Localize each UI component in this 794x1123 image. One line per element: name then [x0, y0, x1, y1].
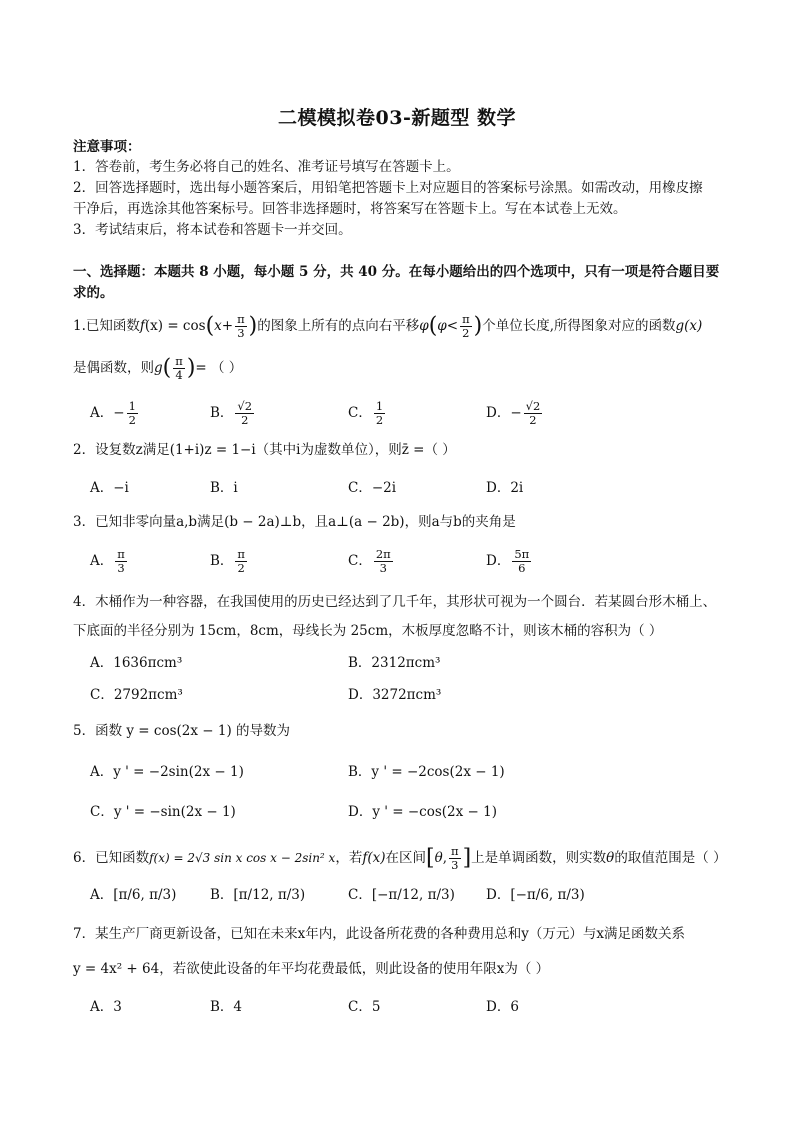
question-3: 3．已知非零向量a,b满足(b − 2a)⊥b，且a⊥(a − 2b)，则a与b的夹角是 [73, 514, 516, 530]
q5-option-b[interactable]: B．y ' = −2cos(2x − 1) [348, 764, 505, 780]
q4-option-d[interactable]: D．3272πcm³ [348, 687, 442, 703]
q7-option-d[interactable]: D．6 [486, 999, 519, 1015]
q4-option-b[interactable]: B．2312πcm³ [348, 655, 441, 671]
q6-option-a[interactable]: A．[π/6, π/3) [90, 887, 177, 903]
q4-option-a[interactable]: A．1636πcm³ [90, 655, 183, 671]
q7-option-a[interactable]: A．3 [90, 999, 122, 1015]
q2-option-d[interactable]: D．2i [486, 480, 524, 496]
q6-option-c[interactable]: C．[−π/12, π/3) [348, 887, 455, 903]
question-4-line2: 下底面的半径分别为 15cm，8cm，母线长为 25cm，木板厚度忽略不计，则该木桶的容积为（ ） [73, 623, 663, 639]
section-heading: 一、选择题：本题共 8 小题，每小题 5 分，共 40 分。在每小题给出的四个选项中，只有一项是符合题目要 [73, 264, 720, 280]
q5-option-a[interactable]: A．y ' = −2sin(2x − 1) [90, 764, 244, 780]
page-title: 二模模拟卷03-新题型 数学 [278, 107, 516, 129]
q1-option-c[interactable]: C． $\frac{1}{2}$ [348, 399, 384, 427]
q5-option-c[interactable]: C．y ' = −sin(2x − 1) [90, 804, 236, 820]
notice-item: 1．答卷前，考生务必将自己的姓名、准考证号填写在答题卡上。 [73, 159, 460, 175]
q4-option-c[interactable]: C．2792πcm³ [90, 687, 183, 703]
notice-item: 2．回答选择题时，选出每小题答案后，用铅笔把答题卡上对应题目的答案标号涂黑。如需改动，用橡皮擦 [73, 180, 703, 196]
notice-item: 干净后，再选涂其他答案标号。回答非选择题时，将答案写在答题卡上。写在本试卷上无效。 [73, 201, 627, 217]
q1-option-d[interactable]: D．− $\frac{√2}{2}$ [486, 399, 541, 427]
q3-option-a[interactable]: A． $\frac{\pi}{3}$ [90, 547, 125, 575]
notice-heading: 注意事项： [73, 139, 141, 155]
q6-option-b[interactable]: B．[π/12, π/3) [210, 887, 306, 903]
notice-item: 3．考试结束后，将本试卷和答题卡一并交回。 [73, 222, 352, 238]
q2-option-a[interactable]: A．−i [90, 480, 129, 496]
q2-option-c[interactable]: C．−2i [348, 480, 397, 496]
q6-option-d[interactable]: D．[−π/6, π/3) [486, 887, 585, 903]
question-2: 2．设复数z满足(1+i)z = 1−i（其中i为虚数单位），则z̄ =（ ） [73, 442, 456, 458]
q5-option-d[interactable]: D．y ' = −cos(2x − 1) [348, 804, 497, 820]
question-7-line2: y = 4x² + 64，若欲使此设备的年平均花费最低，则此设备的使用年限x为（ ） [73, 961, 550, 977]
question-6: 6．已知函数f(x) = 2√3 sin x cos x − 2sin² x，若f(x)在区间[θ, $\frac{\pi}{3}$ ]上是单调函数，则实数θ的取值范围是（ ） [73, 844, 727, 872]
question-7-line1: 7．某生产厂商更新设备，已知在未来x年内，此设备所花费的各种费用总和y（万元）与x满足函数关系 [73, 926, 685, 942]
q1-option-a[interactable]: A．− $\frac{1}{2}$ [90, 399, 136, 427]
question-1-line1: 1.已知函数f(x) = cos(x+ $\frac{\pi}{3}$ )的图象上所有的点向右平移φ(φ< $\frac{\pi}{2}$ )个单位长度,所得图象对应的函数g(x) [73, 312, 703, 340]
section-heading-cont: 求的。 [73, 285, 114, 301]
q7-option-b[interactable]: B．4 [210, 999, 243, 1015]
q7-option-c[interactable]: C．5 [348, 999, 381, 1015]
q1-option-b[interactable]: B． $\frac{√2}{2}$ [210, 399, 253, 427]
q3-option-c[interactable]: C． $\frac{2\pi}{3}$ [348, 547, 391, 575]
question-1-line2: 是偶函数，则g( $\frac{\pi}{4}$ )= （ ） [73, 354, 243, 382]
q3-option-b[interactable]: B． $\frac{\pi}{2}$ [210, 547, 245, 575]
question-4-line1: 4．木桶作为一种容器，在我国使用的历史已经达到了几千年，其形状可视为一个圆台．若某圆台形木桶上、 [73, 594, 717, 610]
q2-option-b[interactable]: B．i [210, 480, 238, 496]
q3-option-d[interactable]: D． $\frac{5\pi}{6}$ [486, 547, 530, 575]
question-5: 5．函数 y = cos(2x − 1) 的导数为 [73, 723, 291, 739]
